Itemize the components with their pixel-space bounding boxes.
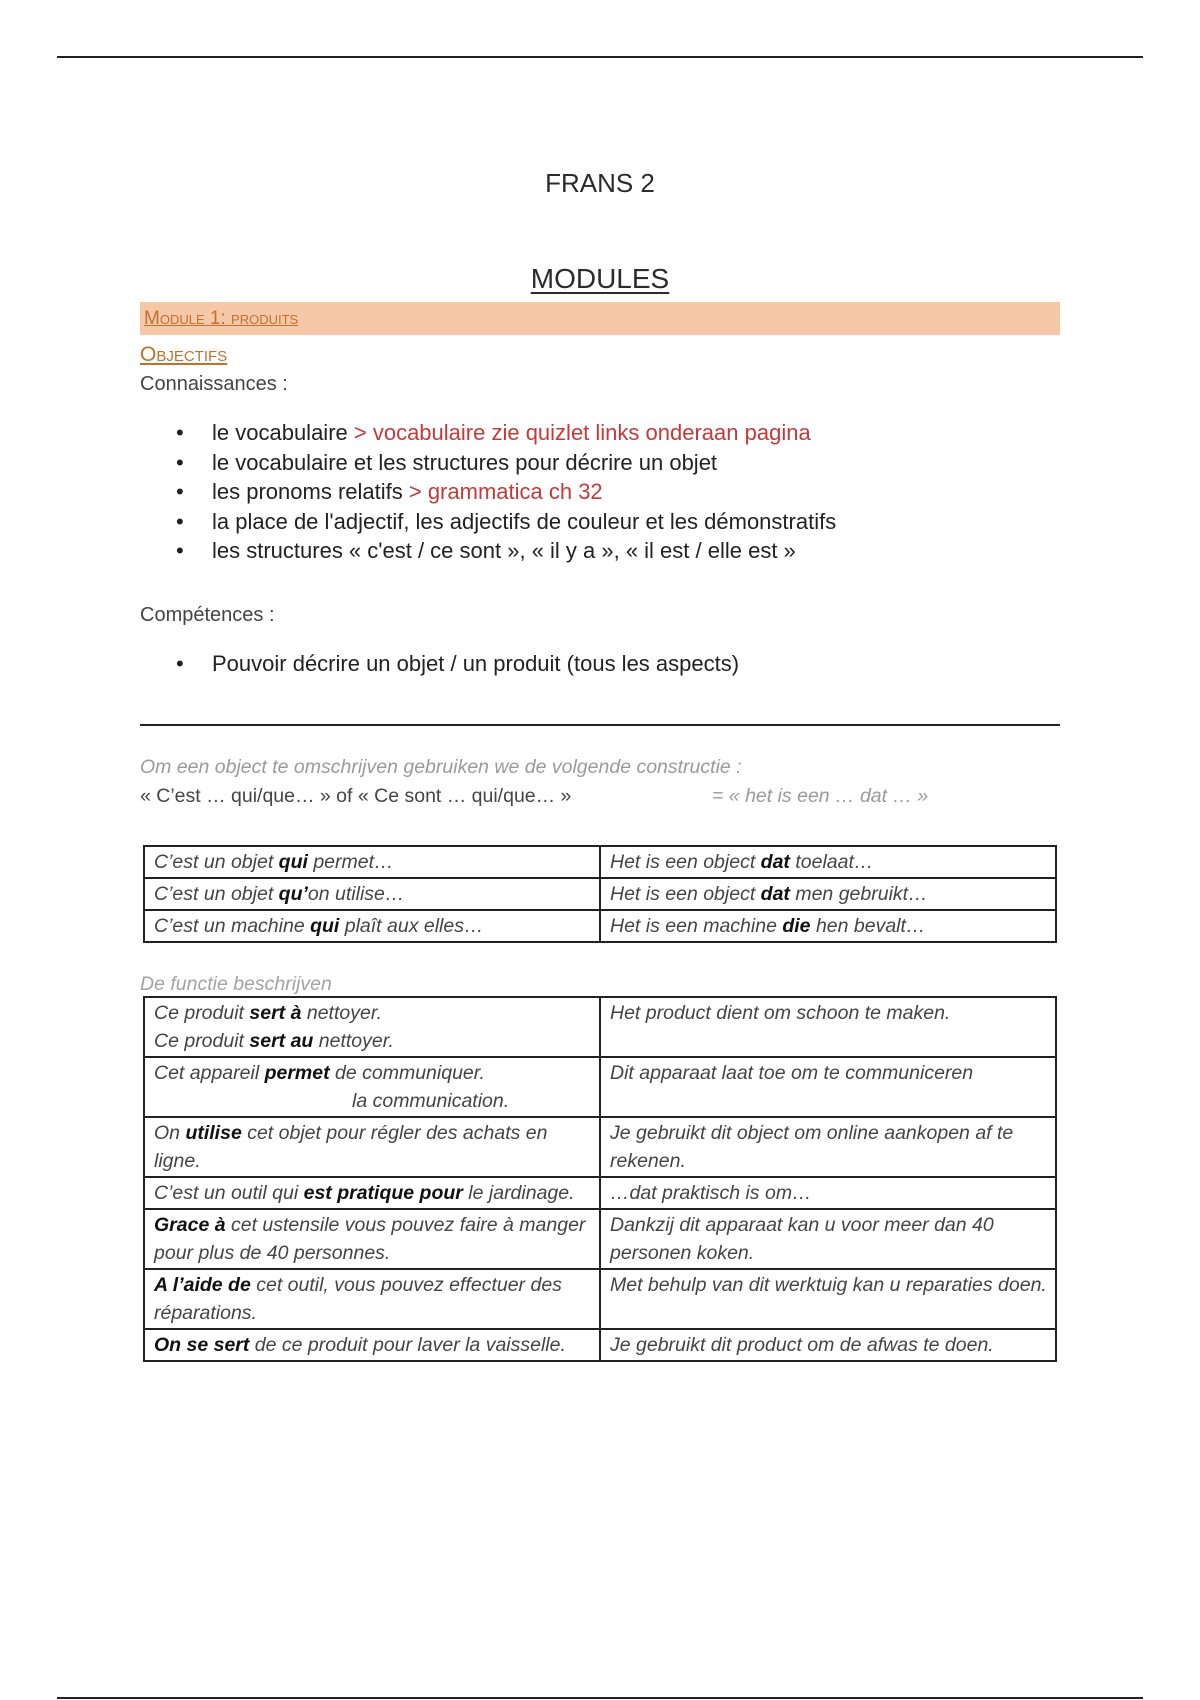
- list-item-text: la place de l'adjectif, les adjectifs de couleur et les démonstratifs: [212, 508, 837, 534]
- list-item-text: le vocabulaire: [212, 420, 354, 445]
- module-heading: Module 1: produits: [140, 302, 1060, 335]
- table-cell-nl: Het is een machine die hen bevalt…: [600, 910, 1056, 942]
- list-item: [212, 507, 1060, 537]
- knowledge-label: Connaissances :: [140, 373, 288, 395]
- objectives-heading: Objectifs: [140, 343, 228, 366]
- list-item: [212, 448, 1060, 478]
- table-cell-nl: Dankzij dit apparaat kan u voor meer dan 40 personen koken.: [600, 1209, 1056, 1269]
- page-bottom-rule: [57, 1697, 1143, 1699]
- table-cell-nl: Het is een object dat men gebruikt…: [600, 878, 1056, 910]
- list-item-text: les pronoms relatifs: [212, 479, 409, 504]
- list-item-note: > vocabulaire zie quizlet links onderaan pagina: [353, 420, 811, 445]
- table-cell-fr: On se sert de ce produit pour laver la vaisselle.: [144, 1329, 600, 1361]
- table-cell-nl: …dat praktisch is om…: [600, 1177, 1056, 1209]
- table-cell-fr: A l’aide de cet outil, vous pouvez effectuer des réparations.: [144, 1269, 600, 1329]
- table-row: [144, 1117, 1056, 1177]
- table-row: [144, 1177, 1056, 1209]
- table-cell-fr: On utilise cet objet pour régler des achats en ligne.: [144, 1117, 600, 1177]
- table-cell-nl: Het is een object dat toelaat…: [600, 846, 1056, 878]
- table-cell-fr: Grace à cet ustensile vous pouvez faire à manger pour plus de 40 personnes.: [144, 1209, 600, 1269]
- table-cell-fr: Cet appareil permet de communiquer. la communication.: [144, 1057, 600, 1117]
- section-title-text: MODULES: [530, 263, 670, 294]
- function-table: [143, 996, 1057, 1362]
- table-row: [144, 910, 1056, 942]
- construction-translation: = « het is een … dat … »: [712, 785, 929, 807]
- document-title: FRANS 2: [545, 168, 655, 198]
- construction-pattern: « C’est … qui/que… » of « Ce sont … qui/que… »: [140, 785, 572, 807]
- table-cell-nl: Het product dient om schoon te maken.: [600, 997, 1056, 1057]
- table-cell-nl: Je gebruikt dit product om de afwas te doen.: [600, 1329, 1056, 1361]
- construction-table: [143, 845, 1057, 943]
- section-title: [0, 263, 1200, 295]
- list-item-text: le vocabulaire et les structures pour décrire un objet: [212, 449, 718, 475]
- table-cell-fr: C’est un objet qu’on utilise…: [144, 878, 600, 910]
- list-item: [212, 477, 1060, 507]
- page-content: [140, 302, 1060, 1362]
- list-item-note: > grammatica ch 32: [408, 479, 603, 504]
- construction-pattern-line: [140, 785, 1060, 811]
- table-cell-nl: Dit apparaat laat toe om te communiceren: [600, 1057, 1056, 1117]
- section-divider: [140, 724, 1060, 726]
- table-row: [144, 1057, 1056, 1117]
- list-item-text: Pouvoir décrire un objet / un produit (tous les aspects): [212, 650, 740, 676]
- page-top-rule: [57, 56, 1143, 58]
- list-item: [212, 649, 1060, 679]
- table-cell-fr: C’est un outil qui est pratique pour le jardinage.: [144, 1177, 600, 1209]
- function-heading: De functie beschrijven: [140, 973, 332, 995]
- table-cell-fr: C’est un machine qui plaît aux elles…: [144, 910, 600, 942]
- table-row: [144, 1329, 1056, 1361]
- table-cell-nl: Met behulp van dit werktuig kan u reparaties doen.: [600, 1269, 1056, 1329]
- table-row: [144, 997, 1056, 1057]
- table-cell-nl: Je gebruikt dit object om online aankopen af te rekenen.: [600, 1117, 1056, 1177]
- table-row: [144, 1209, 1056, 1269]
- list-item: [212, 536, 1060, 566]
- table-cell-fr: Ce produit sert à nettoyer. Ce produit sert au nettoyer.: [144, 997, 600, 1057]
- skills-list: [140, 649, 1060, 679]
- table-row: [144, 1269, 1056, 1329]
- construction-intro: Om een object te omschrijven gebruiken we de volgende constructie :: [140, 756, 742, 778]
- skills-label: Compétences :: [140, 603, 275, 626]
- knowledge-list: [140, 418, 1060, 566]
- table-row: [144, 878, 1056, 910]
- list-item-text: les structures « c'est / ce sont », « il y a », « il est / elle est »: [212, 538, 796, 563]
- table-row: [144, 846, 1056, 878]
- table-cell-fr: C’est un objet qui permet…: [144, 846, 600, 878]
- list-item: [212, 418, 1060, 448]
